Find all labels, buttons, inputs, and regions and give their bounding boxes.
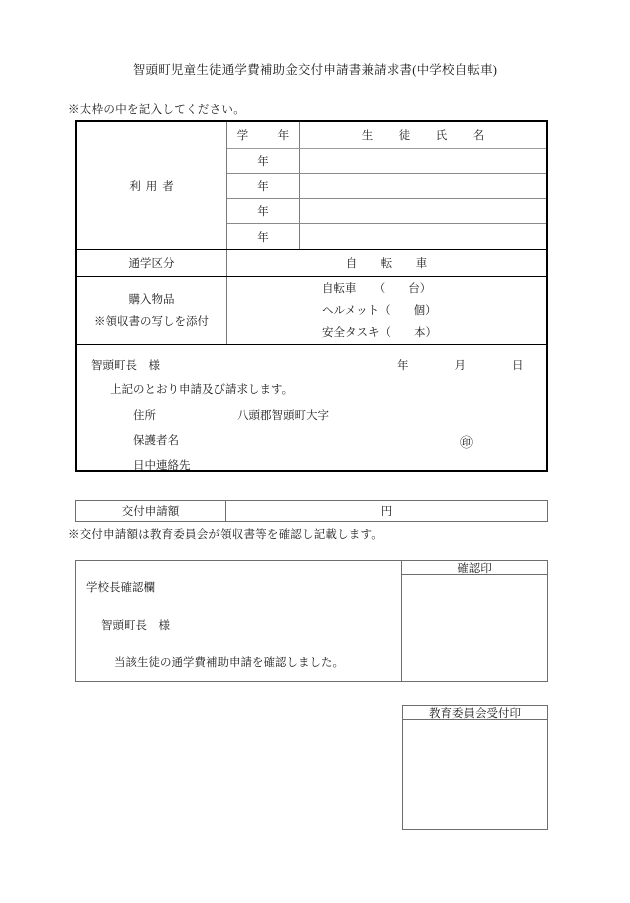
column-header-student-name: 生 徒 氏 名 <box>361 130 492 142</box>
application-statement: 上記のとおり申請及び請求します。 <box>110 384 294 396</box>
daytime-contact-label: 日中連絡先 <box>133 460 191 472</box>
commute-division-row <box>77 250 546 277</box>
student-name-cell[interactable] <box>300 149 546 173</box>
application-body <box>77 345 546 470</box>
confirmation-seal-header: 確認印 <box>402 560 548 575</box>
board-receipt-seal-area[interactable] <box>402 720 548 830</box>
school-confirmation-box <box>75 560 548 682</box>
table-row <box>227 149 546 174</box>
school-confirmation-title: 学校長確認欄 <box>86 582 155 594</box>
student-name-cell[interactable] <box>300 174 546 198</box>
user-section-label: 利用者 <box>77 122 227 249</box>
user-grid-header-row <box>227 122 546 149</box>
school-confirmation-addressee: 智頭町長 様 <box>101 620 170 632</box>
table-row <box>227 199 546 224</box>
seal-icon: ㊞ <box>460 435 474 450</box>
main-application-table <box>75 120 548 472</box>
goods-item-helmet[interactable]: ヘルメット（ 個） <box>322 304 437 317</box>
goods-item-bicycle[interactable]: 自転車 （ 台） <box>322 282 432 295</box>
address-value[interactable]: 八頭郡智頭町大字 <box>237 410 329 422</box>
confirmation-seal-area[interactable] <box>402 575 548 682</box>
grade-cell[interactable]: 年 <box>227 199 300 223</box>
user-grid <box>227 122 546 249</box>
school-confirmation-content <box>75 560 402 682</box>
school-confirmation-statement: 当該生徒の通学費補助申請を確認しました。 <box>114 657 344 669</box>
commute-division-value: 自 転 車 <box>345 258 434 270</box>
purchased-goods-label-cell <box>77 277 227 344</box>
grade-cell[interactable]: 年 <box>227 224 300 249</box>
commute-division-label: 通学区分 <box>77 250 227 276</box>
student-name-cell[interactable] <box>300 224 546 249</box>
table-row <box>227 224 546 249</box>
purchased-goods-row <box>77 277 546 345</box>
grant-amount-note: ※交付申請額は教育委員会が領収書等を確認し記載します。 <box>68 529 383 541</box>
guardian-name-label: 保護者名 <box>133 435 179 447</box>
grant-amount-label: 交付申請額 <box>76 501 226 521</box>
purchased-goods-label: 購入物品 <box>128 293 175 306</box>
board-receipt-box <box>402 705 548 830</box>
student-name-cell[interactable] <box>300 199 546 223</box>
goods-item-safety-sash[interactable]: 安全タスキ（ 本） <box>322 326 437 339</box>
table-row <box>227 174 546 199</box>
top-instruction-note: ※太枠の中を記入してください。 <box>68 104 245 116</box>
grant-amount-unit[interactable]: 円 <box>380 506 393 518</box>
application-addressee: 智頭町長 様 <box>91 360 160 372</box>
grant-amount-table <box>75 500 548 522</box>
user-section <box>77 122 546 250</box>
grade-cell[interactable]: 年 <box>227 174 300 198</box>
grade-cell[interactable]: 年 <box>227 149 300 173</box>
purchased-goods-items <box>227 277 546 344</box>
application-date-line[interactable]: 年 月 日 <box>397 360 524 372</box>
page-title: 智頭町児童生徒通学費補助金交付申請書兼請求書(中学校自転車) <box>132 63 498 77</box>
address-label: 住所 <box>133 410 156 422</box>
board-receipt-header: 教育委員会受付印 <box>402 705 548 720</box>
confirmation-seal-column <box>402 560 548 682</box>
purchased-goods-sublabel: ※領収書の写しを添付 <box>94 315 209 328</box>
column-header-grade: 学 年 <box>227 122 300 148</box>
